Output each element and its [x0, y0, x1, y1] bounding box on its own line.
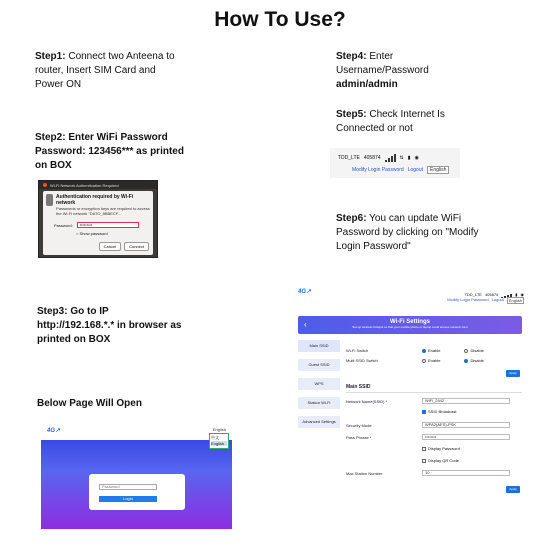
cancel-button[interactable]: Cancel [99, 242, 121, 251]
pass-phrase-label: Pass Phrase * [346, 434, 372, 440]
battery-icon: ▮ [515, 291, 518, 297]
sidebar-item-wps[interactable]: WPS [298, 378, 340, 390]
wifi-switch-label: Wi-Fi Switch [346, 348, 369, 353]
multi-enable-radio[interactable] [422, 358, 440, 363]
language-select[interactable]: English [212, 427, 226, 432]
below-page-label: Below Page Will Open [37, 398, 142, 409]
step1-text [35, 50, 185, 92]
disable-label: Disable [470, 358, 484, 363]
max-station-label: Max Station Number [346, 470, 383, 476]
wifi-enable-radio[interactable] [422, 348, 440, 353]
show-password-checkbox[interactable]: ○ Show password [76, 231, 108, 236]
step3-label: Step3: Go to IP [37, 306, 109, 317]
language-option[interactable]: 中文 [211, 435, 219, 440]
apply-button[interactable]: Apply [506, 486, 520, 493]
dialog-title-bar [39, 181, 157, 189]
dialog-description: Passwords or encryption keys are required to access the Wi-Fi network "DATO_8BBECF... [56, 206, 150, 216]
settings-banner [298, 316, 522, 334]
step4-label: Step4: [336, 51, 367, 62]
login-button[interactable]: Login [99, 496, 157, 502]
step5-text [336, 108, 496, 136]
divider [346, 392, 522, 393]
step2-text [35, 131, 185, 173]
ssid-input[interactable]: WiFi_2942 [422, 398, 510, 404]
language-select[interactable]: English [508, 298, 522, 303]
step5-body: Check Internet Is Connected or not [336, 109, 445, 134]
logout-link[interactable]: Logout [491, 297, 504, 302]
wifi-icon: ◉ [414, 155, 419, 161]
status-bar-screenshot [330, 148, 460, 178]
signal-bars-icon [385, 154, 396, 162]
page-title: How To Use? [214, 8, 346, 31]
settings-header [292, 282, 528, 310]
wifi-settings-screenshot [292, 282, 528, 514]
sidebar-item-guest-ssid[interactable]: Guest SSID [298, 359, 340, 371]
dialog-title: Wi-Fi Network Authentication Required [50, 182, 119, 188]
settings-sidebar [298, 340, 340, 435]
step2-label: Step2: Enter WiFi Password [35, 132, 168, 143]
step5-label: Step5: [336, 109, 367, 120]
brand-logo-icon: 4G↗ [298, 289, 312, 295]
sidebar-item-main-ssid[interactable]: Main SSID [298, 340, 340, 352]
pass-phrase-input[interactable]: •••••••• [422, 434, 510, 440]
network-code: 405874 [484, 291, 499, 297]
wifi-auth-dialog-screenshot [38, 180, 158, 258]
step1-body: Connect two Anteena to router, Insert SIM Card and Power ON [35, 51, 175, 90]
network-name-label: Network Name(SSID) * [346, 398, 388, 404]
sidebar-item-advanced[interactable]: Advanced Settings [298, 416, 340, 428]
network-code: 405874 [363, 155, 381, 161]
apply-button[interactable]: Apply [506, 370, 520, 377]
battery-icon: ▮ [407, 155, 411, 161]
dialog-heading: Authentication required by Wi-Fi network [56, 194, 134, 206]
wifi-lock-icon [46, 194, 53, 206]
password-input[interactable]: ••••••••• [77, 222, 139, 228]
brand-logo-icon: 4G↗ [47, 428, 61, 434]
display-password-checkbox[interactable] [422, 446, 460, 451]
main-ssid-heading: Main SSID [346, 384, 371, 390]
step3-ip: http://192.168.*.* in browser as printed on BOX [37, 320, 182, 345]
disable-label: Disable [470, 348, 484, 353]
step6-text [336, 212, 486, 254]
wifi-disable-radio[interactable] [464, 348, 483, 353]
dialog-panel [43, 191, 153, 255]
transfer-arrows-icon: ⇅ [399, 155, 404, 161]
ssid-broadcast-checkbox[interactable] [422, 409, 456, 414]
modify-password-link[interactable]: Modify Login Password [447, 297, 489, 302]
modify-password-link[interactable]: Modify Login Password [352, 167, 404, 173]
back-arrow-icon[interactable]: ‹ [304, 320, 307, 329]
step6-label: Step6: [336, 213, 367, 224]
step3-text [37, 305, 187, 347]
password-label: Password: [54, 222, 73, 228]
step1-label: Step1: [35, 51, 66, 62]
display-qr-checkbox[interactable] [422, 458, 459, 463]
wifi-icon: ◉ [520, 291, 524, 297]
security-mode-select[interactable]: WPA2(AES)-PSK [422, 422, 510, 428]
step2-password: Password: 123456*** as printed on BOX [35, 146, 184, 171]
login-password-input[interactable]: Password [99, 484, 157, 490]
sidebar-item-station-wifi[interactable]: Station Wi-Fi [298, 397, 340, 409]
enable-label: Enable [428, 358, 441, 363]
ssid-broadcast-label: SSID Broadcast [428, 409, 457, 414]
show-password-label: Show password [79, 231, 108, 236]
max-station-select[interactable]: 10 [422, 470, 510, 476]
multi-disable-radio[interactable] [464, 358, 483, 363]
step4-body: Enter Username/Password [336, 51, 429, 76]
step4-credentials: admin/admin [336, 79, 398, 90]
display-password-label: Display Password [428, 446, 460, 451]
language-select[interactable]: English [427, 166, 449, 174]
step6-body: You can update WiFi Password by clicking on "Modify Login Password" [336, 213, 479, 252]
login-header [41, 424, 232, 440]
banner-subtitle: Set up wireless hotspot so that your mobile phone or laptop could access network via it [352, 325, 468, 329]
logout-link[interactable]: Logout [407, 167, 423, 173]
login-card [89, 474, 185, 510]
network-type: TDD_LTE [338, 155, 360, 161]
network-type: TDD_LTE [464, 291, 482, 297]
below-page-text [37, 397, 217, 411]
login-page-screenshot [41, 424, 232, 529]
step4-text [336, 50, 486, 92]
enable-label: Enable [428, 348, 441, 353]
connect-button[interactable]: Connect [124, 242, 149, 251]
multi-ssid-label: Multi SSID Switch [346, 358, 378, 363]
language-option[interactable]: English [211, 441, 227, 446]
security-mode-label: Security Mode [346, 422, 372, 428]
banner-title: Wi-Fi Settings [390, 319, 430, 325]
close-dot-icon [43, 183, 47, 187]
language-dropdown[interactable] [209, 433, 229, 449]
display-qr-label: Display QR Code [428, 458, 459, 463]
